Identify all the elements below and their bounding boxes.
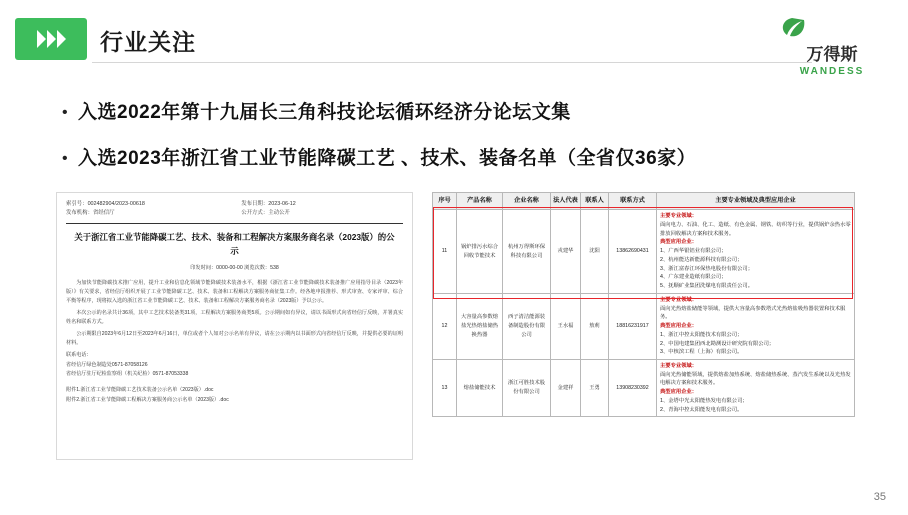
- column-header-product: 产品名称: [457, 193, 503, 210]
- cell-phone: 18816231917: [609, 293, 657, 359]
- cases-label: 典型应用企业：: [660, 239, 698, 246]
- cell-legal: 金建祥: [551, 359, 581, 416]
- attachment-link[interactable]: 附件2.浙江省工业节能降碳工程解决方案服务商公示名单（2023版）.doc: [66, 396, 229, 403]
- column-header-phone: 联系方式: [609, 193, 657, 210]
- document-contact: [66, 351, 403, 378]
- list-item: [62, 100, 842, 126]
- cell-contact: 敖莉: [581, 293, 609, 359]
- cases-label: 典型应用企业：: [660, 323, 698, 330]
- table-row: [433, 359, 855, 416]
- document-paragraph: 公示期限自2023年6月12日至2023年6月16日，单位或者个人如对公示名单有异议，请在公示期内以书面形式向省经信厅反映，并提供必要的证明材料。: [66, 330, 403, 346]
- cell-field-detail: [657, 293, 855, 359]
- cell-company: 西子清洁能源装备制造股份有限公司: [503, 293, 551, 359]
- page-number: 35: [873, 491, 886, 503]
- case-item: 5、抚顺矿业集团洗煤电有限责任公司。: [660, 283, 753, 290]
- document-meta: [66, 200, 403, 218]
- field-label: 主要专业领域：: [660, 296, 698, 303]
- case-item: 1、金塔中光太阳能热发电有限公司；: [660, 397, 748, 404]
- column-header-legal: 法人代表: [551, 193, 581, 210]
- case-item: 1、广西华银铝业有限公司；: [660, 248, 727, 255]
- cell-contact: 沈阳: [581, 210, 609, 294]
- case-item: 4、广东建业造纸有限公司；: [660, 274, 727, 281]
- bullet-label: 入选2023年浙江省工业节能降碳工艺 、技术、装备名单（全省仅36家）: [78, 148, 697, 169]
- field-text: 面向光热储能领域，提供熔盐加热系统、熔盐储热系统、蒸汽发生系统以及光热发电解决方案和技术服务。: [660, 371, 851, 387]
- cell-product: 锅炉排污水综合回收节能技术: [457, 210, 503, 294]
- cell-phone: 13862690431: [609, 210, 657, 294]
- cell-field-detail: [657, 210, 855, 294]
- case-item: 3、浙江富春江环保热电股份有限公司；: [660, 265, 753, 272]
- document-attachments: [66, 386, 403, 405]
- spec-table-container: [432, 192, 854, 417]
- document-divider: [66, 223, 403, 224]
- cell-no: 11: [433, 210, 457, 294]
- document-subline: 印发时间：0000-00-00 浏览次数：538: [190, 265, 279, 272]
- case-item: 2、中国电建集团西北勘测设计研究院有限公司；: [660, 340, 775, 347]
- cell-contact: 王勇: [581, 359, 609, 416]
- field-label: 主要专业领域：: [660, 362, 698, 369]
- page-title: 行业关注: [100, 29, 196, 55]
- document-body: [66, 279, 403, 347]
- cell-legal: 戎建华: [551, 210, 581, 294]
- case-item: 2、青海中控太阳能发电有限公司。: [660, 406, 743, 413]
- attachment-link[interactable]: 附件1.浙江省工业节能降碳工艺技术装备公示名单（2023版）.doc: [66, 386, 214, 393]
- contact-line-2: 省经信厅驻厅纪检监察组（机关纪检）0571-87053338: [66, 370, 189, 377]
- spec-table: [432, 192, 855, 417]
- table-header-row: [433, 193, 855, 210]
- cell-company: 杭州万得斯环保科技有限公司: [503, 210, 551, 294]
- meta-publish-date: 发布日期：2023-06-12: [241, 201, 296, 207]
- document-paragraph: 为加快节能降碳技术推广应用，提升工业和信息化领域节能降碳技术装备水平，根据《浙江省工业节能降碳技术装备推广应用指导目录（2023年版）》有关要求，省经信厅组织开展了工业节能降碳工艺、技术、装备和工程解决方案服务商征集工作。经各地申报推荐、形式审查、专家评审、综合平衡等程序，现将拟入选的浙江省工业节能降碳工艺、技术、装备和工程解决方案服务商名录（2023版）予以公示。: [66, 280, 403, 304]
- table-row: [433, 293, 855, 359]
- meta-disclosure-type: 公开方式：主动公开: [241, 210, 290, 217]
- field-text: 面向电力、石油、化工、造纸、有色金属、钢铁、纺织等行业，提供锅炉余热水零排放回收解决方案和技术服务。: [660, 221, 851, 237]
- government-notice-document: [56, 192, 413, 460]
- leaf-logo-icon: [778, 14, 886, 40]
- cell-legal: 王水福: [551, 293, 581, 359]
- meta-publisher: 发布机构：省经信厅: [66, 210, 115, 217]
- contact-label: 联系电话：: [66, 352, 92, 359]
- bullet-list: [62, 100, 842, 192]
- cases-label: 典型应用企业：: [660, 389, 698, 396]
- cell-field-detail: [657, 359, 855, 416]
- case-item: 2、杭州能达新能源科技有限公司；: [660, 256, 743, 263]
- document-title: 关于浙江省工业节能降碳工艺、技术、装备和工程解决方案服务商名录（2023版）的公示: [74, 232, 395, 256]
- cell-product: 熔盐储能技术: [457, 359, 503, 416]
- logo-text-cn: 万得斯: [806, 45, 858, 64]
- column-header-contact: 联系人: [581, 193, 609, 210]
- bullet-icon: •: [62, 150, 68, 167]
- case-item: 1、浙江中控太阳能技术有限公司；: [660, 331, 743, 338]
- column-header-no: 序号: [433, 193, 457, 210]
- field-label: 主要专业领域：: [660, 213, 698, 220]
- double-chevron-right-icon: [15, 18, 87, 60]
- column-header-field: 主要专业领域及典型应用企业: [657, 193, 855, 210]
- list-item: [62, 146, 842, 172]
- slide-header: [0, 0, 908, 77]
- field-text: 面向光热熔盐储能等领域，提供大容量高参数塔式光热熔盐吸热器装置和技术服务。: [660, 305, 846, 321]
- document-meta-left: [66, 200, 228, 218]
- bullet-icon: •: [62, 104, 68, 121]
- cell-no: 13: [433, 359, 457, 416]
- document-meta-right: [241, 200, 403, 218]
- table-row: [433, 210, 855, 294]
- case-item: 3、中核滨工程（上海）有限公司。: [660, 349, 743, 356]
- cell-no: 12: [433, 293, 457, 359]
- logo-text-en: WANDESS: [799, 66, 865, 77]
- contact-line-1: 省经信厅绿色制造处0571-87058126: [66, 361, 148, 368]
- cell-product: 大容量高参数熔盐光热熔盐储热换热器: [457, 293, 503, 359]
- cell-company: 浙江可胜技术股份有限公司: [503, 359, 551, 416]
- company-logo: [772, 14, 892, 77]
- meta-index-no: 索引号：002482904/2023-00618: [66, 201, 145, 207]
- header-divider: [92, 62, 812, 63]
- bullet-label: 入选2022年第十九届长三角科技论坛循环经济分论坛文集: [78, 102, 571, 123]
- column-header-company: 企业名称: [503, 193, 551, 210]
- cell-phone: 13908230392: [609, 359, 657, 416]
- document-paragraph: 本次公示的名录共计36项，其中工艺技术装备类31项，工程解决方案服务商类5项。公示期间如有异议，请以书面形式向省经信厅反映，并署真实姓名和联系方式。: [66, 309, 403, 325]
